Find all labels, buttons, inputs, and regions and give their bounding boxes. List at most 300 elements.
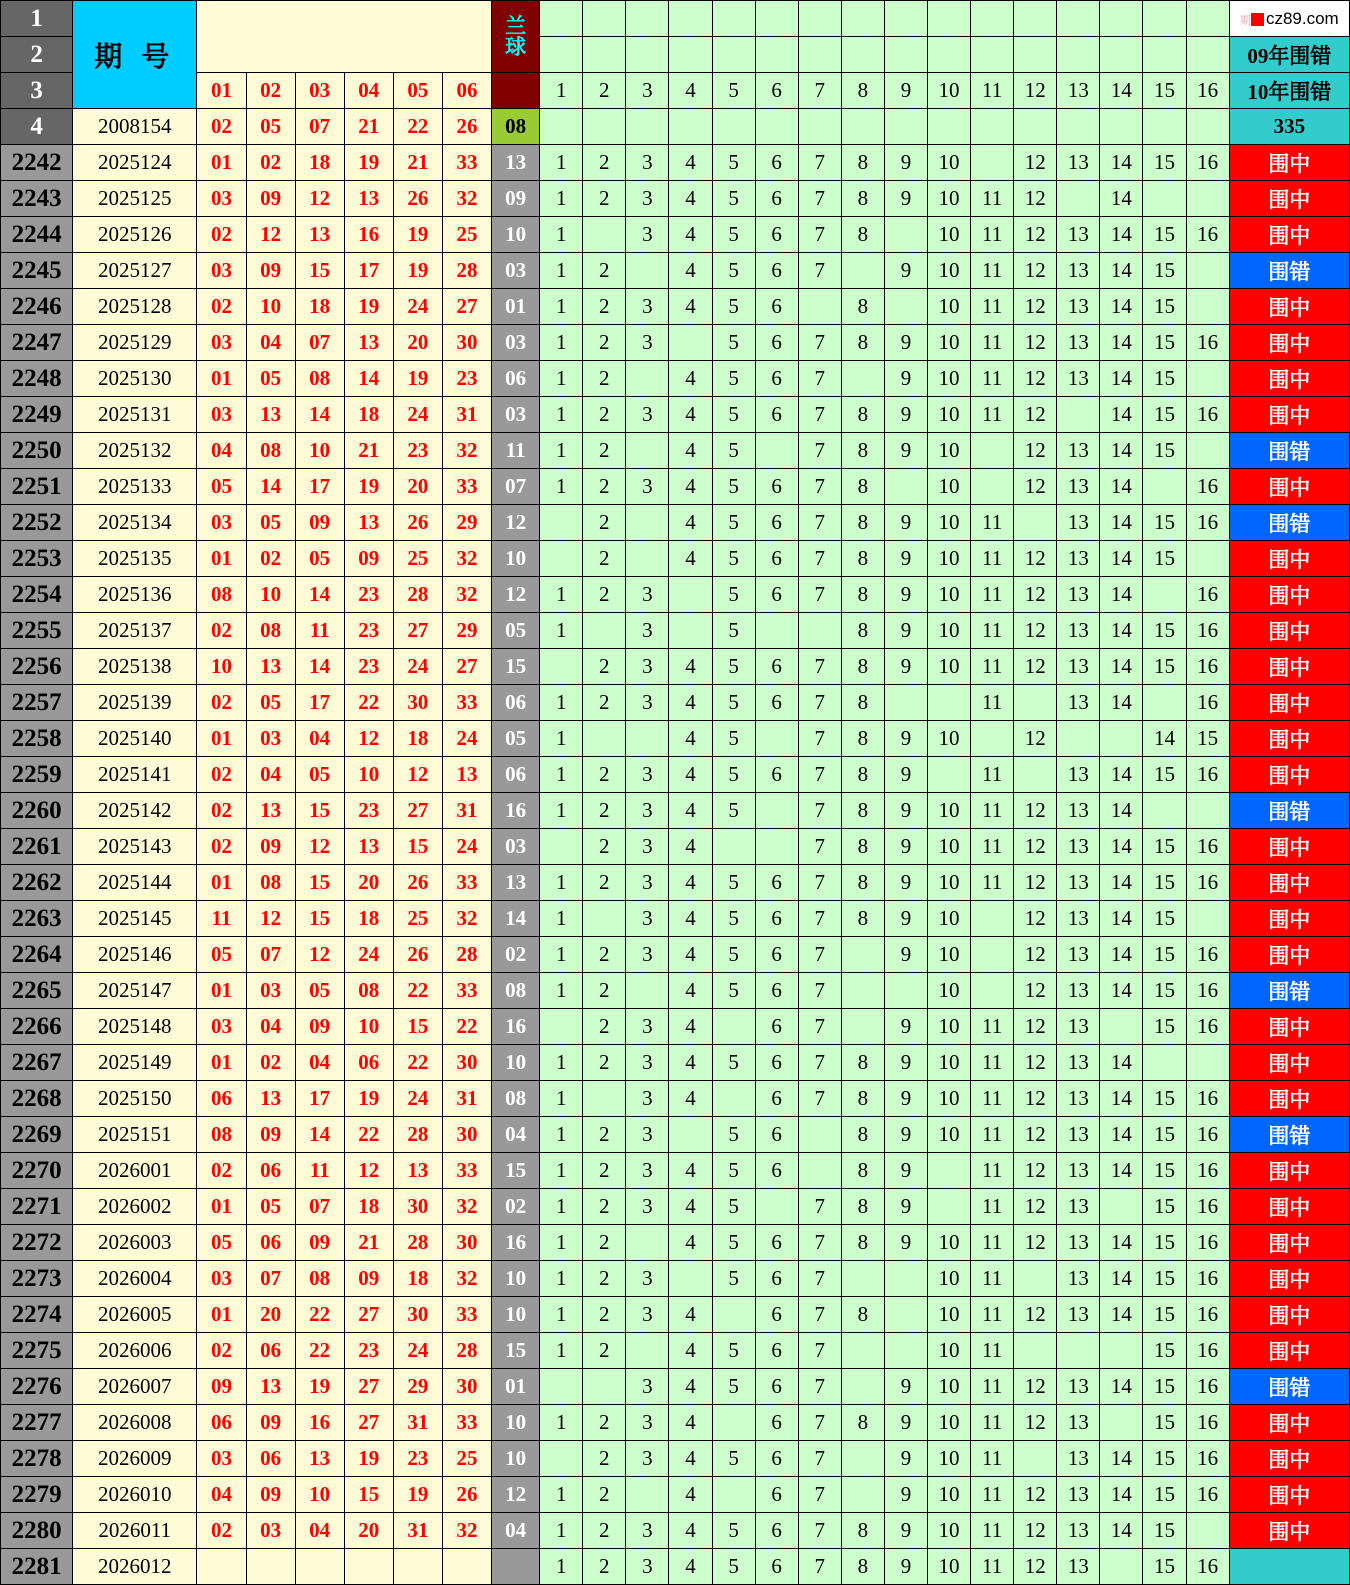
mark-cell-5: 5 <box>712 253 755 289</box>
row-index: 2274 <box>1 1297 73 1333</box>
mark-cell-13: 13 <box>1057 1081 1100 1117</box>
mark-cell-10 <box>927 757 970 793</box>
red-ball-3: 14 <box>295 1117 344 1153</box>
red-ball-5: 19 <box>393 361 442 397</box>
mark-cell-10: 10 <box>927 289 970 325</box>
header-blank-cell <box>1014 37 1057 73</box>
table-row[interactable] <box>1 1405 1350 1441</box>
blue-ball: 13 <box>492 865 540 901</box>
mark-cell-16: 16 <box>1186 1009 1229 1045</box>
table-row[interactable] <box>1 1045 1350 1081</box>
mark-cell-9: 9 <box>884 649 927 685</box>
mark-cell-3: 3 <box>626 1045 669 1081</box>
table-row[interactable] <box>1 721 1350 757</box>
red-ball-2: 05 <box>246 505 295 541</box>
mark-cell-7: 7 <box>798 721 841 757</box>
mark-cell-6: 6 <box>755 1045 798 1081</box>
mark-cell-16: 15 <box>1186 721 1229 757</box>
issue-number: 2025129 <box>73 325 197 361</box>
table-row[interactable] <box>1 1153 1350 1189</box>
red-ball-4: 23 <box>344 613 393 649</box>
blue-number-header-16: 16 <box>1186 73 1229 109</box>
row-index: 2250 <box>1 433 73 469</box>
red-ball-1: 01 <box>197 1189 246 1225</box>
mark-cell-9: 9 <box>884 1441 927 1477</box>
table-row[interactable] <box>1 577 1350 613</box>
mark-cell-16: 16 <box>1186 1477 1229 1513</box>
mark-cell-4: 4 <box>669 1081 712 1117</box>
mark-cell-5: 5 <box>712 937 755 973</box>
mark-cell-5: 5 <box>712 793 755 829</box>
mark-cell-11: 11 <box>971 1297 1014 1333</box>
table-row[interactable] <box>1 1261 1350 1297</box>
table-row[interactable] <box>1 757 1350 793</box>
mark-cell-13: 13 <box>1057 505 1100 541</box>
mark-cell-8: 8 <box>841 289 884 325</box>
mark-cell-12: 12 <box>1014 1189 1057 1225</box>
issue-number: 2026001 <box>73 1153 197 1189</box>
mark-cell-4: 4 <box>669 1441 712 1477</box>
mark-cell-16 <box>1186 1513 1229 1549</box>
table-row[interactable] <box>1 1369 1350 1405</box>
mark-cell-12: 12 <box>1014 1009 1057 1045</box>
mark-cell-14: 14 <box>1100 793 1143 829</box>
result-badge: 围错 <box>1229 973 1349 1009</box>
mark-cell-14: 14 <box>1100 757 1143 793</box>
row-index: 2266 <box>1 1009 73 1045</box>
mark-cell-3 <box>626 433 669 469</box>
mark-cell-2: 2 <box>583 1045 626 1081</box>
red-ball-3: 12 <box>295 181 344 217</box>
red-ball-6: 24 <box>442 721 491 757</box>
table-row[interactable] <box>1 1549 1350 1585</box>
blue-ball: 10 <box>492 1441 540 1477</box>
mark-cell-2: 2 <box>583 289 626 325</box>
table-row[interactable] <box>1 289 1350 325</box>
table-row[interactable] <box>1 1333 1350 1369</box>
table-row[interactable] <box>1 793 1350 829</box>
mark-cell-1: 1 <box>540 937 583 973</box>
mark-cell-14: 14 <box>1100 613 1143 649</box>
mark-cell-8 <box>841 253 884 289</box>
mark-cell-16 <box>1186 793 1229 829</box>
issue-number: 2025137 <box>73 613 197 649</box>
mark-cell-1 <box>540 505 583 541</box>
issue-number: 2025146 <box>73 937 197 973</box>
table-row[interactable] <box>1 397 1350 433</box>
issue-number: 2025150 <box>73 1081 197 1117</box>
mark-cell-16 <box>1186 901 1229 937</box>
table-row[interactable] <box>1 1189 1350 1225</box>
mark-cell-7: 7 <box>798 397 841 433</box>
mark-cell-8: 8 <box>841 1117 884 1153</box>
table-row[interactable] <box>1 1297 1350 1333</box>
blue-ball: 05 <box>492 721 540 757</box>
mark-cell-9: 9 <box>884 181 927 217</box>
red-ball-3: 09 <box>295 505 344 541</box>
blue-ball: 01 <box>492 289 540 325</box>
mark-cell-5: 5 <box>712 1225 755 1261</box>
mark-cell-3: 3 <box>626 613 669 649</box>
mark-cell-3: 3 <box>626 1117 669 1153</box>
result-badge: 围中 <box>1229 1081 1349 1117</box>
red-ball-1: 03 <box>197 181 246 217</box>
mark-cell-4: 4 <box>669 793 712 829</box>
mark-cell-6: 6 <box>755 577 798 613</box>
table-row[interactable] <box>1 469 1350 505</box>
mark-cell-3 <box>626 361 669 397</box>
mark-cell-2: 2 <box>583 793 626 829</box>
mark-cell-8: 8 <box>841 145 884 181</box>
table-row[interactable] <box>1 1513 1350 1549</box>
red-ball-1: 03 <box>197 325 246 361</box>
red-ball-5: 24 <box>393 289 442 325</box>
mark-cell-11: 11 <box>971 325 1014 361</box>
mark-cell-13: 13 <box>1057 649 1100 685</box>
red-ball-6: 33 <box>442 1405 491 1441</box>
header-blank-cell <box>1100 37 1143 73</box>
mark-cell-6: 6 <box>755 1333 798 1369</box>
mark-cell-2: 2 <box>583 1189 626 1225</box>
mark-cell-1: 1 <box>540 1297 583 1333</box>
mark-cell-11: 11 <box>971 541 1014 577</box>
red-ball-2: 14 <box>246 469 295 505</box>
mark-cell-16: 16 <box>1186 469 1229 505</box>
mark-cell-6: 6 <box>755 1405 798 1441</box>
red-ball-5: 26 <box>393 181 442 217</box>
mark-cell-14 <box>1100 721 1143 757</box>
mark-cell-4: 4 <box>669 1045 712 1081</box>
row-index: 2259 <box>1 757 73 793</box>
table-row[interactable] <box>1 325 1350 361</box>
mark-cell-2: 2 <box>583 1261 626 1297</box>
table-row[interactable] <box>1 613 1350 649</box>
blue-ball: 16 <box>492 793 540 829</box>
result-badge: 围中 <box>1229 649 1349 685</box>
red-ball-3: 05 <box>295 541 344 577</box>
red-ball-2: 05 <box>246 685 295 721</box>
red-ball-2: 20 <box>246 1297 295 1333</box>
mark-cell-10: 10 <box>927 1009 970 1045</box>
mark-cell-8: 8 <box>841 1225 884 1261</box>
issue-number: 2025128 <box>73 289 197 325</box>
sample-blank-cell <box>841 109 884 145</box>
result-badge: 围中 <box>1229 1009 1349 1045</box>
mark-cell-14: 14 <box>1100 1513 1143 1549</box>
mark-cell-5: 5 <box>712 289 755 325</box>
red-ball-6: 25 <box>442 217 491 253</box>
sample-red-3: 07 <box>295 109 344 145</box>
header-blank-cell <box>1057 1 1100 37</box>
mark-cell-11 <box>971 433 1014 469</box>
red-ball-6: 32 <box>442 433 491 469</box>
table-row[interactable] <box>1 901 1350 937</box>
mark-cell-8: 8 <box>841 577 884 613</box>
red-ball-6: 13 <box>442 757 491 793</box>
mark-cell-6: 6 <box>755 1441 798 1477</box>
mark-cell-12: 12 <box>1014 613 1057 649</box>
mark-cell-5 <box>712 1405 755 1441</box>
mark-cell-13: 13 <box>1057 1117 1100 1153</box>
red-ball-6: 32 <box>442 181 491 217</box>
mark-cell-9 <box>884 973 927 1009</box>
issue-number: 2025126 <box>73 217 197 253</box>
mark-cell-8: 8 <box>841 541 884 577</box>
table-row[interactable] <box>1 1441 1350 1477</box>
red-ball-1: 03 <box>197 1009 246 1045</box>
mark-cell-4: 4 <box>669 1477 712 1513</box>
mark-cell-16: 16 <box>1186 1225 1229 1261</box>
table-row[interactable] <box>1 1225 1350 1261</box>
mark-cell-15 <box>1143 793 1186 829</box>
row-index: 2246 <box>1 289 73 325</box>
mark-cell-11: 11 <box>971 577 1014 613</box>
blue-ball: 10 <box>492 1405 540 1441</box>
header-blank-cell <box>884 1 927 37</box>
mark-cell-3: 3 <box>626 793 669 829</box>
mark-cell-2: 2 <box>583 577 626 613</box>
mark-cell-3: 3 <box>626 829 669 865</box>
mark-cell-14: 14 <box>1100 937 1143 973</box>
blue-number-header-12: 12 <box>1014 73 1057 109</box>
mark-cell-15: 15 <box>1143 1225 1186 1261</box>
table-row[interactable] <box>1 433 1350 469</box>
table-row[interactable] <box>1 685 1350 721</box>
result-badge: 围中 <box>1229 937 1349 973</box>
blue-ball: 06 <box>492 685 540 721</box>
header-blank-cell <box>927 37 970 73</box>
mark-cell-10: 10 <box>927 613 970 649</box>
table-row[interactable] <box>1 181 1350 217</box>
table-row[interactable] <box>1 649 1350 685</box>
red-ball-3: 14 <box>295 649 344 685</box>
red-ball-3: 11 <box>295 613 344 649</box>
sample-blank-cell <box>1014 109 1057 145</box>
mark-cell-11: 11 <box>971 757 1014 793</box>
mark-cell-12 <box>1014 1441 1057 1477</box>
red-ball-1: 01 <box>197 973 246 1009</box>
mark-cell-15 <box>1143 577 1186 613</box>
table-row[interactable] <box>1 1477 1350 1513</box>
red-header-block <box>197 1 492 73</box>
blue-ball: 07 <box>492 469 540 505</box>
red-ball-3: 11 <box>295 1153 344 1189</box>
mark-cell-13: 13 <box>1057 793 1100 829</box>
header-blank-cell <box>798 1 841 37</box>
red-ball-4: 19 <box>344 145 393 181</box>
table-row[interactable] <box>1 937 1350 973</box>
mark-cell-9 <box>884 1297 927 1333</box>
blue-ball: 15 <box>492 1153 540 1189</box>
mark-cell-5: 5 <box>712 1369 755 1405</box>
mark-cell-6 <box>755 793 798 829</box>
red-ball-5: 20 <box>393 469 442 505</box>
table-row[interactable] <box>1 1081 1350 1117</box>
row-index: 2254 <box>1 577 73 613</box>
mark-cell-1: 1 <box>540 361 583 397</box>
mark-cell-6: 6 <box>755 865 798 901</box>
mark-cell-9: 9 <box>884 721 927 757</box>
red-ball-6: 22 <box>442 1009 491 1045</box>
mark-cell-4: 4 <box>669 901 712 937</box>
mark-cell-1 <box>540 649 583 685</box>
mark-cell-6: 6 <box>755 217 798 253</box>
mark-cell-11 <box>971 469 1014 505</box>
result-badge: 围中 <box>1229 1261 1349 1297</box>
mark-cell-2 <box>583 217 626 253</box>
mark-cell-16 <box>1186 541 1229 577</box>
mark-cell-11: 11 <box>971 685 1014 721</box>
mark-cell-7: 7 <box>798 1297 841 1333</box>
issue-number: 2026007 <box>73 1369 197 1405</box>
red-ball-4: 27 <box>344 1369 393 1405</box>
red-ball-3: 09 <box>295 1009 344 1045</box>
mark-cell-14: 14 <box>1100 901 1143 937</box>
red-ball-6: 33 <box>442 1153 491 1189</box>
mark-cell-13: 13 <box>1057 901 1100 937</box>
red-ball-3: 12 <box>295 937 344 973</box>
table-row[interactable] <box>1 505 1350 541</box>
mark-cell-12: 12 <box>1014 973 1057 1009</box>
mark-cell-10: 10 <box>927 397 970 433</box>
mark-cell-6: 6 <box>755 1549 798 1585</box>
issue-number: 2026006 <box>73 1333 197 1369</box>
table-row[interactable] <box>1 541 1350 577</box>
header-blank-cell <box>1057 37 1100 73</box>
red-ball-4: 19 <box>344 289 393 325</box>
red-ball-3: 13 <box>295 1441 344 1477</box>
mark-cell-10: 10 <box>927 1405 970 1441</box>
red-ball-2: 08 <box>246 433 295 469</box>
row-index: 2272 <box>1 1225 73 1261</box>
mark-cell-4: 4 <box>669 1009 712 1045</box>
red-ball-3: 17 <box>295 469 344 505</box>
red-ball-6: 25 <box>442 1441 491 1477</box>
red-ball-2: 03 <box>246 973 295 1009</box>
mark-cell-6: 6 <box>755 649 798 685</box>
mark-cell-15: 15 <box>1143 361 1186 397</box>
mark-cell-8 <box>841 1369 884 1405</box>
issue-number: 2025149 <box>73 1045 197 1081</box>
mark-cell-13: 13 <box>1057 541 1100 577</box>
mark-cell-10: 10 <box>927 1225 970 1261</box>
mark-cell-1: 1 <box>540 253 583 289</box>
mark-cell-15 <box>1143 469 1186 505</box>
sample-blank-cell <box>669 109 712 145</box>
mark-cell-14: 14 <box>1100 1081 1143 1117</box>
mark-cell-2: 2 <box>583 829 626 865</box>
red-ball-6: 30 <box>442 1117 491 1153</box>
red-ball-4: 22 <box>344 685 393 721</box>
table-row[interactable] <box>1 1117 1350 1153</box>
blue-ball: 03 <box>492 253 540 289</box>
red-ball-3: 15 <box>295 865 344 901</box>
mark-cell-10: 10 <box>927 1441 970 1477</box>
header-blank-cell <box>841 1 884 37</box>
red-ball-6: 32 <box>442 541 491 577</box>
header-blank-cell <box>1014 1 1057 37</box>
mark-cell-12: 12 <box>1014 721 1057 757</box>
table-row[interactable] <box>1 865 1350 901</box>
mark-cell-10: 10 <box>927 973 970 1009</box>
mark-cell-16 <box>1186 253 1229 289</box>
mark-cell-7: 7 <box>798 1009 841 1045</box>
red-ball-3: 10 <box>295 433 344 469</box>
mark-cell-2: 2 <box>583 1117 626 1153</box>
mark-cell-8: 8 <box>841 793 884 829</box>
table-row[interactable] <box>1 973 1350 1009</box>
table-row[interactable] <box>1 145 1350 181</box>
mark-cell-4: 4 <box>669 181 712 217</box>
mark-cell-8: 8 <box>841 181 884 217</box>
red-ball-6 <box>442 1549 491 1585</box>
mark-cell-6: 6 <box>755 469 798 505</box>
red-ball-4: 12 <box>344 1153 393 1189</box>
mark-cell-8: 8 <box>841 1513 884 1549</box>
mark-cell-8: 8 <box>841 685 884 721</box>
mark-cell-5: 5 <box>712 757 755 793</box>
mark-cell-15: 15 <box>1143 217 1186 253</box>
mark-cell-14: 14 <box>1100 1477 1143 1513</box>
mark-cell-1: 1 <box>540 1225 583 1261</box>
mark-cell-9: 9 <box>884 433 927 469</box>
red-ball-6: 33 <box>442 973 491 1009</box>
mark-cell-5 <box>712 1009 755 1045</box>
header-blank-cell <box>583 1 626 37</box>
mark-cell-6: 6 <box>755 325 798 361</box>
sample-blank-cell <box>755 109 798 145</box>
red-ball-2: 12 <box>246 901 295 937</box>
table-row[interactable] <box>1 829 1350 865</box>
mark-cell-13: 13 <box>1057 469 1100 505</box>
mark-cell-15: 15 <box>1143 433 1186 469</box>
mark-cell-5: 5 <box>712 1189 755 1225</box>
red-ball-3: 14 <box>295 577 344 613</box>
mark-cell-5 <box>712 829 755 865</box>
red-ball-2: 02 <box>246 1045 295 1081</box>
red-ball-4: 09 <box>344 1261 393 1297</box>
header-blank-cell <box>971 1 1014 37</box>
mark-cell-16: 16 <box>1186 757 1229 793</box>
table-row[interactable] <box>1 253 1350 289</box>
mark-cell-2: 2 <box>583 1441 626 1477</box>
issue-number: 2025134 <box>73 505 197 541</box>
table-row[interactable] <box>1 217 1350 253</box>
mark-cell-7: 7 <box>798 1081 841 1117</box>
mark-cell-6 <box>755 1189 798 1225</box>
mark-cell-14: 14 <box>1100 865 1143 901</box>
row-index: 2251 <box>1 469 73 505</box>
mark-cell-8: 8 <box>841 1297 884 1333</box>
result-badge: 围错 <box>1229 1117 1349 1153</box>
header-row-1 <box>1 1 1350 37</box>
result-badge: 围中 <box>1229 1441 1349 1477</box>
mark-cell-7: 7 <box>798 1405 841 1441</box>
mark-cell-2: 2 <box>583 1153 626 1189</box>
mark-cell-13: 13 <box>1057 1441 1100 1477</box>
mark-cell-1 <box>540 1441 583 1477</box>
table-row[interactable] <box>1 1009 1350 1045</box>
mark-cell-8 <box>841 1261 884 1297</box>
mark-cell-14 <box>1100 1189 1143 1225</box>
red-ball-2: 09 <box>246 181 295 217</box>
mark-cell-6: 6 <box>755 181 798 217</box>
mark-cell-10: 10 <box>927 253 970 289</box>
red-ball-5: 31 <box>393 1513 442 1549</box>
table-row[interactable] <box>1 361 1350 397</box>
mark-cell-4 <box>669 325 712 361</box>
mark-cell-9: 9 <box>884 541 927 577</box>
